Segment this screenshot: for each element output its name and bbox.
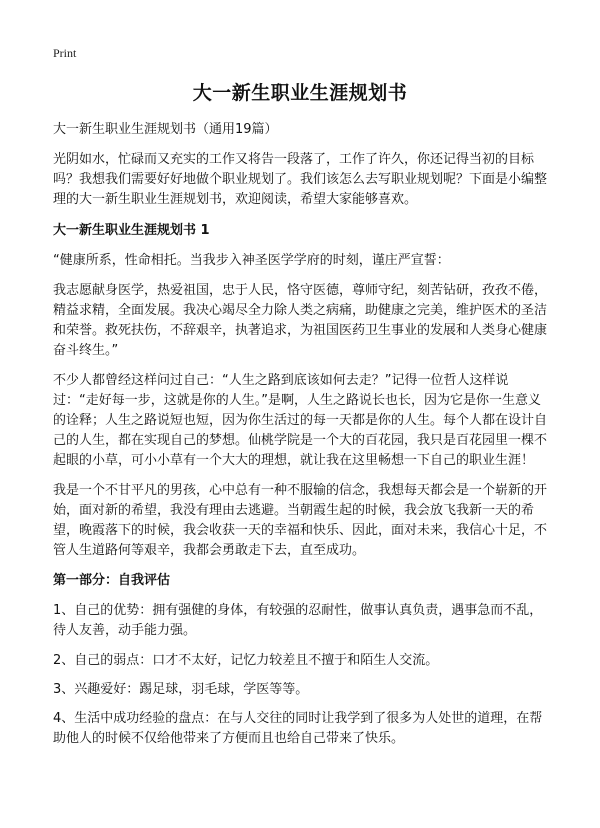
belief-paragraph: 我是一个不甘平凡的男孩，心中总有一种不服输的信念，我想每天都会是一个崭新的开始，面对新的希望，我没有理由去逃避。当朝霞生起的时候，我会放飞我新一天的希望，晚霞落下的时候，我会收获一天的幸福和快乐、因此，面对未来，我信心十足，不管人生道路何等艰辛，我都会勇敢走下去，直至成功。 [53, 483, 548, 558]
life-path-paragraph: 不少人都曾经这样问过自己：“人生之路到底该如何去走？”记得一位哲人这样说过：“走好每一步，这就是你的人生。”是啊，人生之路说长也长，因为它是你一生意义的诠释；人生之路说短也短，因为你生活过的每一天都是你的人生。每个人都在设计自己的人生，都在实现自己的梦想。仙桃学院是一个大的百花园，我只是百花园里一棵不起眼的小草，可小小草有一个大大的理想，就让我在这里畅想一下自己的职业生涯！ [53, 373, 548, 468]
oath-body-paragraph: 我志愿献身医学，热爱祖国，忠于人民，恪守医德，尊师守纪，刻苦钻研，孜孜不倦，精益求精，全面发展。我决心竭尽全力除人类之病痛，助健康之完美，维护医术的圣洁和荣誉。救死扶伤，不辞艰辛，执著追求，为祖国医药卫生事业的发展和人类身心健康奋斗终生。” [53, 283, 548, 358]
list-item: 2、自己的弱点：口才不太好，记忆力较差且不擅于和陌生人交流。 [53, 653, 439, 668]
print-link[interactable]: Print [53, 46, 77, 60]
oath-opening-paragraph: “健康所系，性命相托。当我步入神圣医学学府的时刻，谨庄严宣誓： [53, 253, 450, 268]
part-heading: 第一部分：自我评估 [53, 573, 171, 588]
document-body [53, 120, 549, 749]
section-heading: 大一新生职业生涯规划书 1 [53, 223, 210, 238]
page-title: 大一新生职业生涯规划书 [192, 82, 408, 104]
list-item: 3、兴趣爱好：踢足球，羽毛球，学医等等。 [53, 682, 309, 697]
document-subtitle: 大一新生职业生涯规划书（通用19篇） [53, 122, 278, 137]
list-item: 4、生活中成功经验的盘点：在与人交往的同时让我学到了很多为人处世的道理，在帮助他人的时候不仅给他带来了方便而且也给自己带来了快乐。 [53, 711, 543, 746]
list-item: 1、自己的优势：拥有强健的身体，有较强的忍耐性，做事认真负责，遇事急而不乱，待人友善，动手能力强。 [53, 603, 543, 638]
intro-paragraph: 光阴如水，忙碌而又充实的工作又将告一段落了，工作了许久，你还记得当初的目标吗？我想我们需要好好地做个职业规划了。我们该怎么去写职业规划呢？下面是小编整理的大一新生职业生涯规划书，欢迎阅读，希望大家能够喜欢。 [53, 152, 548, 207]
